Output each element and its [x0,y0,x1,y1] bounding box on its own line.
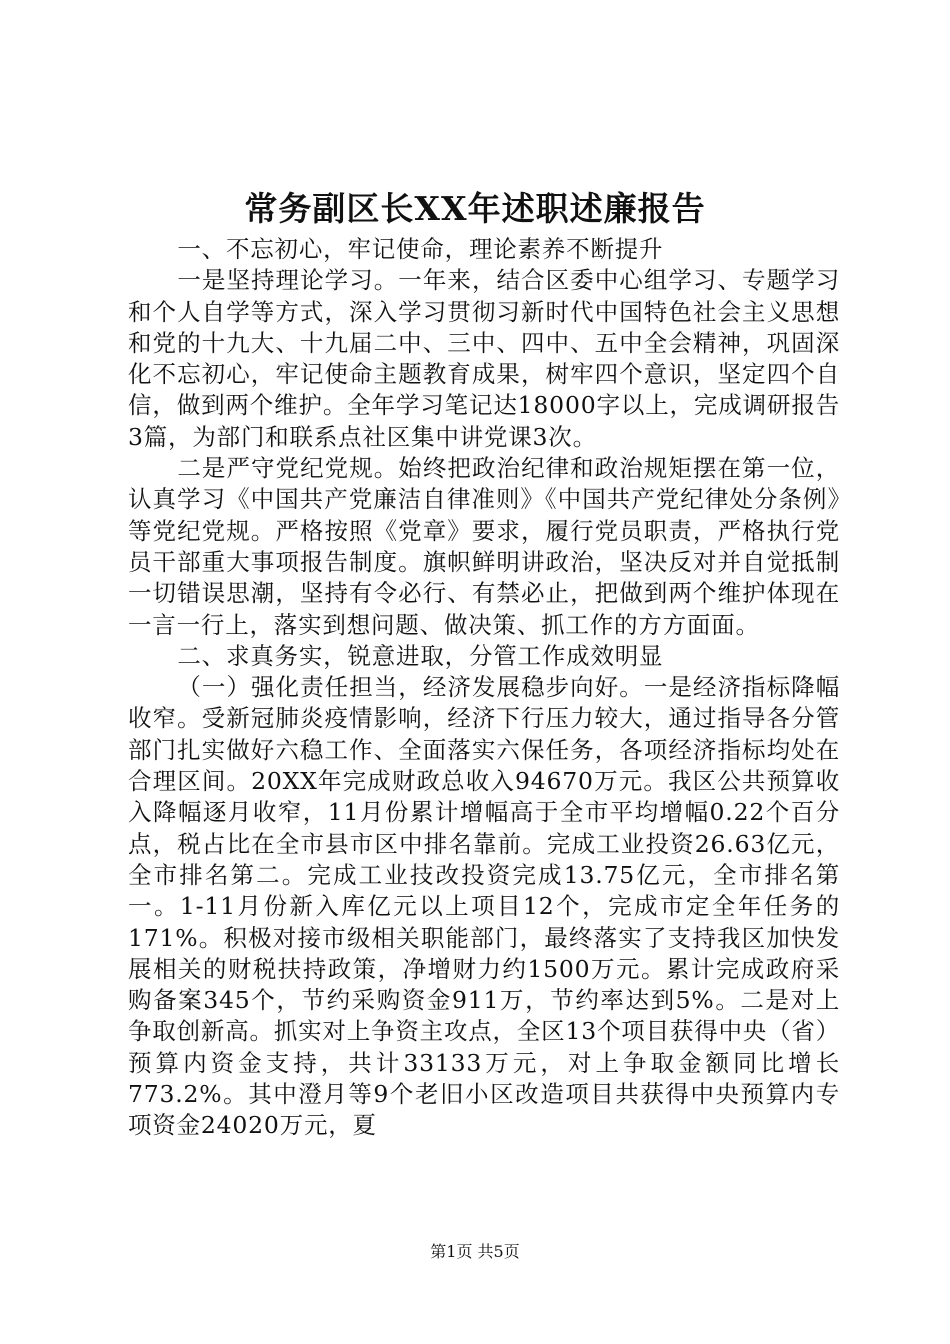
section-heading-1: 一、不忘初心，牢记使命，理论素养不断提升 [177,235,664,263]
document-body [128,234,840,1142]
document-title: 常务副区长XX年述职述廉报告 [244,189,706,228]
paragraph-party-discipline: 二是严守党纪党规。始终把政治纪律和政治规矩摆在第一位，认真学习《中国共产党廉洁自律准则》《中国共产党纪律处分条例》等党纪党规。严格按照《党章》要求，履行党员职责，严格执行党员干部重大事项报告制度。旗帜鲜明讲政治，坚决反对并自觉抵制一切错误思潮，坚持有令必行、有禁必止，把做到两个维护体现在一言一行上，落实到想问题、做决策、抓工作的方方面面。 [128,454,840,639]
paragraph-economic-development: （一）强化责任担当，经济发展稳步向好。一是经济指标降幅收窄。受新冠肺炎疫情影响，经济下行压力较大，通过指导各分管部门扎实做好六稳工作、全面落实六保任务，各项经济指标均处在合理区间。20XX年完成财政总收入94670万元。我区公共预算收入降幅逐月收窄，11月份累计增幅高于全市平均增幅0.22个百分点，税占比在全市县市区中排名靠前。完成工业投资26.63亿元，全市排名第二。完成工业技改投资完成13.75亿元，全市排名第一。1-11月份新入库亿元以上项目12个，完成市定全年任务的171%。积极对接市级相关职能部门，最终落实了支持我区加快发展相关的财税扶持政策，净增财力约1500万元。累计完成政府采购备案345个，节约采购资金911万，节约率达到5%。二是对上争取创新高。抓实对上争资主攻点，全区13个项目获得中央（省）预算内资金支持，共计33133万元，对上争取金额同比增长773.2%。其中澄月等9个老旧小区改造项目共获得中央预算内专项资金24020万元，夏 [128,673,840,1140]
page-footer: 第1页 共5页 [430,1242,520,1261]
section-heading-2: 二、求真务实，锐意进取，分管工作成效明显 [177,641,664,670]
paragraph-theory-study: 一是坚持理论学习。一年来，结合区委中心组学习、专题学习和个人自学等方式，深入学习贯彻习新时代中国特色社会主义思想和党的十九大、十九届二中、三中、四中、五中全会精神，巩固深化不忘初心，牢记使命主题教育成果，树牢四个意识，坚定四个自信，做到两个维护。全年学习笔记达18000字以上，完成调研报告3篇，为部门和联系点社区集中讲党课3次。 [128,266,840,451]
